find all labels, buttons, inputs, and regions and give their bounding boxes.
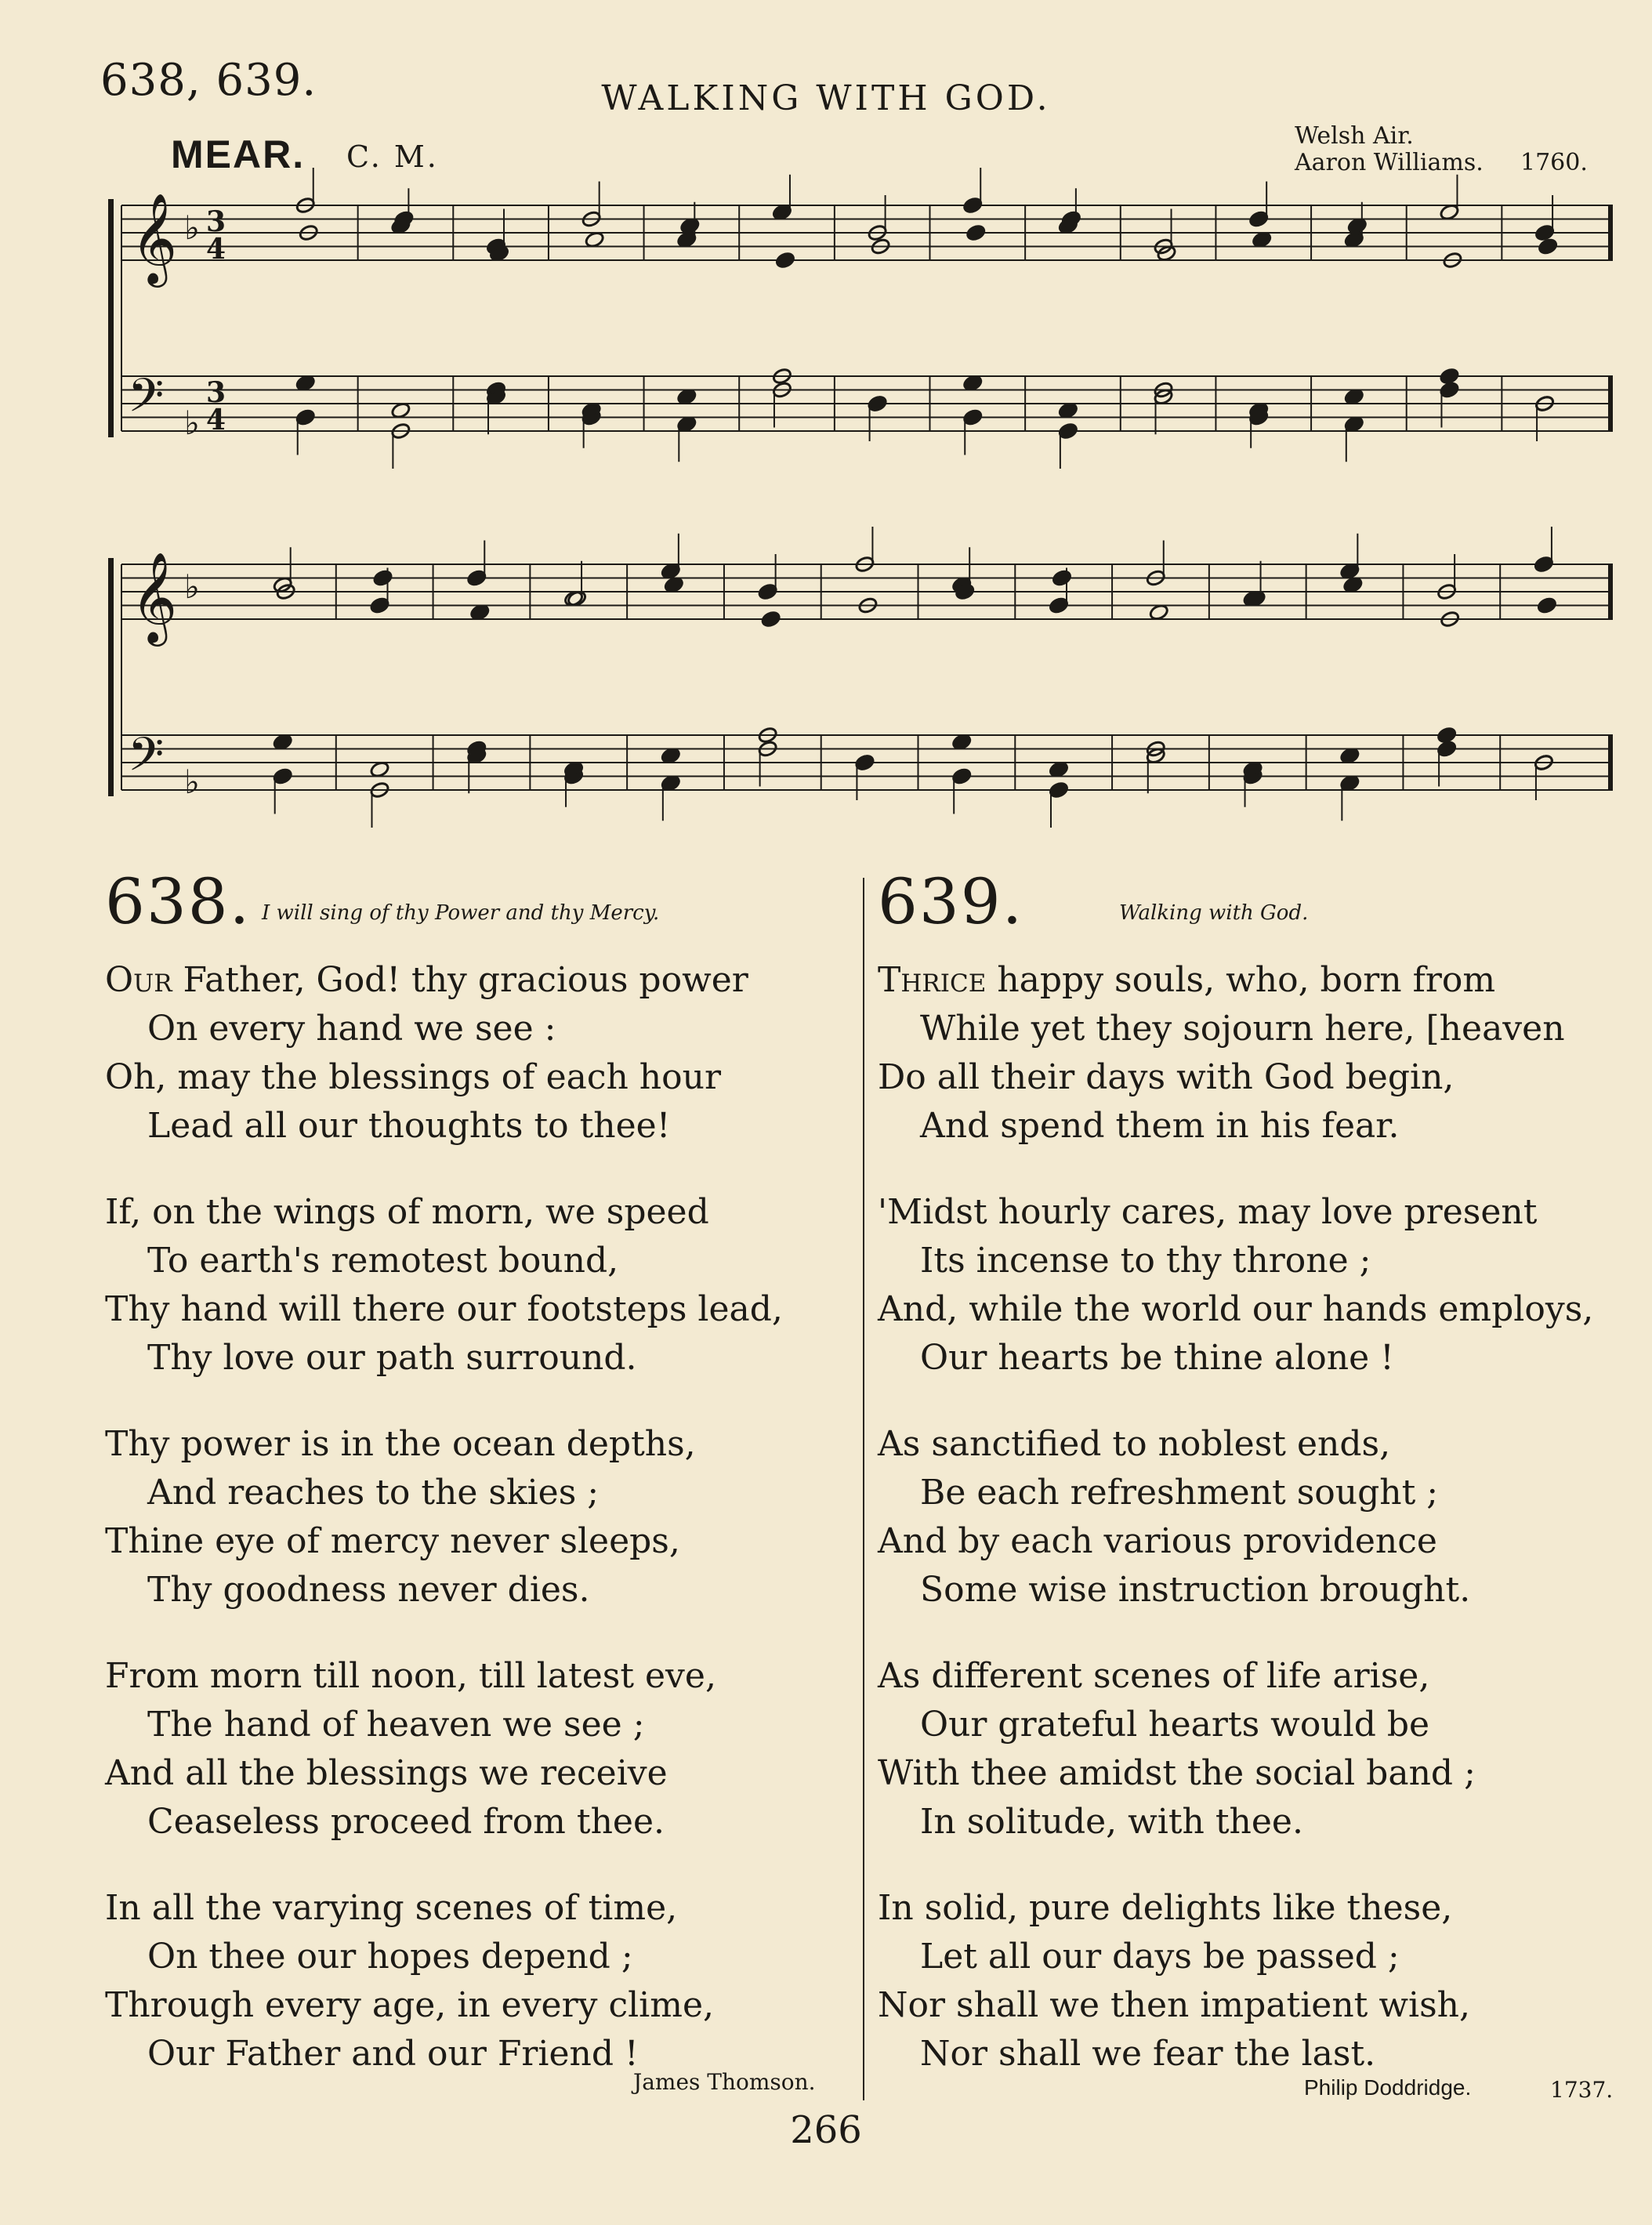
verse-line: And, while the world our hands employs, <box>878 1289 1594 1329</box>
author-right-year: 1737. <box>1550 2077 1614 2103</box>
end-barline <box>1608 205 1613 260</box>
verse-line: Do all their days with God begin, <box>878 1057 1455 1097</box>
end-barline <box>1608 376 1613 431</box>
hymn-subtitle: Walking with God. <box>1119 901 1309 925</box>
verse-line: 'Midst hourly cares, may love present <box>878 1192 1538 1232</box>
hymn-number: 638. <box>105 865 252 938</box>
verse-line: Thy hand will there our footsteps lead, <box>105 1289 783 1329</box>
verse-line: Ceaseless proceed from thee. <box>147 1802 665 1842</box>
time-signature-top: 3 <box>206 376 226 409</box>
composer-name: Aaron Williams. <box>1295 149 1484 176</box>
hymn-numbers: 638, 639. <box>100 55 317 106</box>
key-flat-icon: ♭ <box>184 763 200 801</box>
treble-clef-icon: 𝄞 <box>131 192 178 284</box>
verse-line: Oh, may the blessings of each hour <box>105 1057 722 1097</box>
stanza <box>878 1652 1630 1846</box>
end-barline <box>1608 735 1613 790</box>
stanza <box>878 1420 1630 1614</box>
drop-word: Thrice <box>878 960 987 1000</box>
hymn-639 <box>878 865 1630 2116</box>
treble-note <box>965 224 986 242</box>
bass-note <box>1436 727 1457 745</box>
verse-line: Our Father, God! thy gracious power <box>105 960 748 1000</box>
verse-line: Nor shall we then impatient wish, <box>878 1985 1470 2025</box>
stanza <box>105 1884 850 2078</box>
verse-line: In solid, pure delights like these, <box>878 1888 1453 1928</box>
key-flat-icon: ♭ <box>184 208 200 247</box>
treble-note <box>760 611 781 629</box>
verse-line: As different scenes of life arise, <box>878 1656 1430 1696</box>
stanza <box>878 1188 1630 1382</box>
stanza <box>105 1420 850 1614</box>
verse-line: On thee our hopes depend ; <box>147 1937 633 1977</box>
system-brace <box>108 199 114 437</box>
verse-line: In solitude, with thee. <box>920 1802 1303 1842</box>
verse-line: Be each refreshment sought ; <box>920 1473 1439 1513</box>
verse-line: And all the blessings we receive <box>105 1753 668 1793</box>
hymn-number: 639. <box>878 865 1024 938</box>
treble-clef-icon: 𝄞 <box>131 551 178 643</box>
treble-note <box>775 252 795 270</box>
verse-line: Let all our days be passed ; <box>920 1937 1400 1977</box>
verse-line: And spend them in his fear. <box>920 1106 1400 1146</box>
verse-line: On every hand we see : <box>147 1009 556 1049</box>
system-2 <box>108 527 1613 828</box>
verse-line: With thee amidst the social band ; <box>878 1753 1476 1793</box>
column-divider <box>863 878 864 2100</box>
verse-line: Through every age, in every clime, <box>105 1985 715 2025</box>
time-signature-bottom: 4 <box>206 233 226 266</box>
time-signature-top: 3 <box>206 205 226 238</box>
bass-clef-icon: 𝄢 <box>128 727 165 793</box>
hymn-638 <box>105 865 850 2116</box>
stanza <box>878 956 1630 1151</box>
stanza <box>878 1884 1630 2078</box>
composer-origin: Welsh Air. <box>1295 122 1414 150</box>
verse-line: Thine eye of mercy never sleeps, <box>105 1521 680 1561</box>
tune-name: MEAR. <box>171 132 306 176</box>
verse-line: From morn till noon, till latest eve, <box>105 1656 716 1696</box>
stanza <box>105 1188 850 1382</box>
verse-line: Thy power is in the ocean depths, <box>105 1424 696 1464</box>
drop-word: Our <box>105 960 172 1000</box>
time-signature-bottom: 4 <box>206 404 226 437</box>
treble-note <box>372 569 393 587</box>
music-score <box>0 0 1652 831</box>
meter: C. M. <box>346 140 439 174</box>
composer-year: 1760. <box>1520 149 1588 176</box>
verse-line: Thy love our path surround. <box>147 1338 637 1378</box>
bass-note <box>1439 368 1459 386</box>
treble-note <box>1537 596 1557 614</box>
verse-line: The hand of heaven we see ; <box>147 1705 645 1745</box>
verse-line: To earth's remotest bound, <box>147 1241 619 1281</box>
system-1 <box>108 168 1613 469</box>
verse-line: As sanctified to noblest ends, <box>878 1424 1391 1464</box>
author-left: James Thomson. <box>633 2069 816 2095</box>
treble-note <box>1052 569 1072 587</box>
verse-line: Our hearts be thine alone ! <box>920 1338 1394 1378</box>
verse-line: In all the varying scenes of time, <box>105 1888 678 1928</box>
stanza <box>105 1652 850 1846</box>
page-number: 266 <box>790 2108 862 2152</box>
author-right: Philip Doddridge. <box>1304 2075 1472 2100</box>
page-title: WALKING WITH GOD. <box>601 78 1051 118</box>
key-flat-icon: ♭ <box>184 567 200 606</box>
verse-line: Our grateful hearts would be <box>920 1705 1430 1745</box>
verse-line: If, on the wings of morn, we speed <box>105 1192 709 1232</box>
verse-line: And reaches to the skies ; <box>147 1473 600 1513</box>
verse-line: Its incense to thy throne ; <box>920 1241 1371 1281</box>
verse-line: Lead all our thoughts to thee! <box>147 1106 671 1146</box>
key-flat-icon: ♭ <box>184 404 200 442</box>
hymn-subtitle: I will sing of thy Power and thy Mercy. <box>262 901 660 925</box>
verse-line: Our Father and our Friend ! <box>147 2034 639 2074</box>
verse-line: Nor shall we fear the last. <box>920 2034 1376 2074</box>
end-barline <box>1608 564 1613 619</box>
verse-line: Some wise instruction brought. <box>920 1570 1471 1610</box>
stanza <box>105 956 850 1151</box>
bass-clef-icon: 𝄢 <box>128 368 165 434</box>
verse-line: While yet they sojourn here, [heaven <box>920 1009 1565 1049</box>
verse-line: And by each various providence <box>878 1521 1437 1561</box>
verse-line: Thy goodness never dies. <box>147 1570 590 1610</box>
verse-line: Thrice happy souls, who, born from <box>878 960 1496 1000</box>
system-brace <box>108 558 114 796</box>
